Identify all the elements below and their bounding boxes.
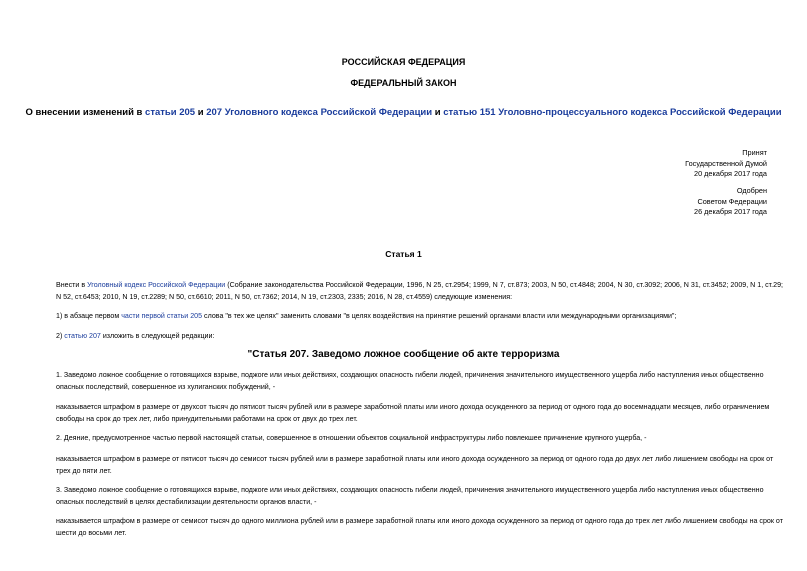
country-heading: РОССИЙСКАЯ ФЕДЕРАЦИЯ [341,57,466,67]
article-1-intro [40,280,784,303]
adoption-line: Принят [742,148,767,157]
law-title-prefix: О внесении изменений в [25,107,146,118]
article-1-item-1 [40,311,784,323]
approval-block [694,186,767,218]
item1-rest: слова "в тех же целях" заменить словами "в целях воздействия на принятие решений органами власти или международными организациями"; [202,312,677,320]
article-207-heading: "Статья 207. Заведомо ложное сообщение об акте терроризма [247,349,560,360]
article-207-paragraph: наказывается штрафом в размере от двухсот тысяч до пятисот тысяч рублей или в размере заработной платы или иного дохода осужденного за период от одного года до восемнадцати месяцев, либо ограничением свободы на срок до трех лет, либо принудительными работами на срок от двух до трех лет. [56,403,770,423]
approval-line: Одобрен [736,186,767,195]
article-207-paragraph: наказывается штрафом в размере от семисот тысяч до одного миллиона рублей или в размере заработной платы или иного дохода осужденного за период от одного года до трех лет либо лишением свободы на срок от шести до восьми лет. [56,517,783,537]
adoption-date: 20 декабря 2017 года [694,169,767,178]
link-article-207-body[interactable]: статью 207 [64,332,101,340]
item2-rest: изложить в следующей редакции: [100,332,215,340]
article-207-paragraph: 3. Заведомо ложное сообщение о готовящихся взрыве, поджоге или иных действиях, создающих опасность гибели людей, причинения значительного имущественного ущерба либо наступления иных общественно опасных последствий в целях дестабилизации деятельности органов власти, - [56,486,764,506]
article-207-paragraph: 2. Деяние, предусмотренное частью первой настоящей статьи, совершенное в отношении объектов социальной инфраструктуры либо повлекшее причинение крупного ущерба, - [56,434,647,442]
link-article-207[interactable]: 207 Уголовного кодекса Российской Федерации [206,107,433,118]
link-article-205[interactable]: статьи 205 [145,107,196,118]
link-criminal-code[interactable]: Уголовный кодекс Российской Федерации [87,281,226,289]
intro-rest: (Собрание законодательства Российской Федерации, 1996, N 25, ст.2954; 1999, N 7, ст.873; 2003, N 50, ст.4848; 2004, N 30, ст.3092; 2006, N 31, ст.3452; 2009, N 1, ст.29; N 52, ст.6453; 2010, N 19, ст.2289; N 50, ст.6610; 2011, N 50, ст.7362; 2014, N 19, ст.2303, 2335; 2016, N 28, ст.4559) следующие изменения: [56,281,783,301]
law-title [0,107,807,118]
article-207-paragraph: наказывается штрафом в размере от пятисот тысяч до семисот тысяч рублей или в размере заработной платы или иного дохода осужденного за период от одного года до двух лет либо лишением свободы на срок от трех до пяти лет. [56,455,774,475]
link-article-151[interactable]: статью 151 Уголовно-процессуального кодекса Российской Федерации [443,107,782,118]
article-1-item-2 [40,331,784,343]
approval-line: Советом Федерации [697,196,767,206]
article-207-paragraph: 1. Заведомо ложное сообщение о готовящихся взрыве, поджоге или иных действиях, создающих опасность гибели людей, причинения значительного имущественного ущерба либо наступления иных общественно опасных последствий, совершенное из хулиганских побуждений, - [56,371,764,391]
link-part-1-article-205[interactable]: части первой статьи 205 [121,312,203,320]
item2-prefix: 2) [56,332,65,340]
approval-date: 26 декабря 2017 года [694,207,767,216]
law-title-mid: и [432,107,444,118]
article-1-heading: Статья 1 [385,249,422,259]
adoption-block [685,148,767,180]
intro-prefix: Внести в [56,281,88,289]
law-title-and: и [195,107,207,118]
adoption-line: Государственной Думой [685,158,767,168]
law-type-heading: ФЕДЕРАЛЬНЫЙ ЗАКОН [350,78,457,88]
item1-prefix: 1) в абзаце первом [56,312,122,320]
